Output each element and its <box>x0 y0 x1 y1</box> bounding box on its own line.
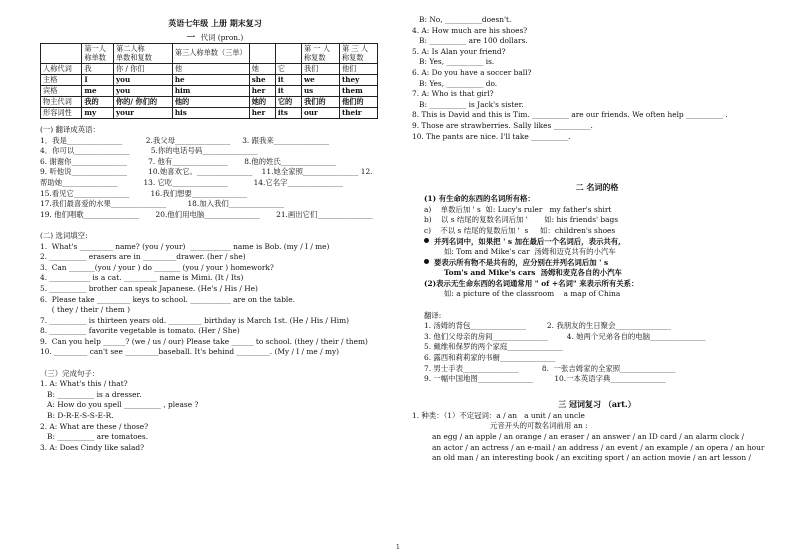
exercise-line: 4．你可以_______________ 5.你的电话号码_______________ <box>40 146 258 156</box>
exercise-line: 15.看见它_______________ 16.我们想要_______________ <box>40 188 248 198</box>
exercise-line: ( they / their / them ) <box>40 305 130 315</box>
pronoun-cell: my <box>82 108 114 119</box>
exercise-line: 10. The pants are nice. I'll take __________. <box>412 131 571 141</box>
exercise-line: 5. __________ brother can speak Japanese. (He's / His / He) <box>40 283 258 293</box>
noun-line <box>412 215 782 226</box>
exercise-line: 2. __________ erasers are in _________drawer. (her / she) <box>40 252 246 262</box>
exercise-line: (一) 翻译成英语： <box>40 125 100 134</box>
exercise-line: B: __________ is Jack's sister. <box>412 99 524 109</box>
article-section <box>412 411 782 464</box>
pronoun-table-row <box>41 75 378 86</box>
pronoun-cell: 她的 <box>249 97 275 108</box>
pronoun-table-row <box>41 86 378 97</box>
pronoun-cell: 它 <box>275 64 301 75</box>
pronoun-cell: 我们 <box>301 64 339 75</box>
pronoun-cell: he <box>172 75 249 86</box>
noun-line <box>412 332 782 343</box>
pronoun-cell: it <box>275 86 301 97</box>
noun-line-text: (2)表示无生命东西的名词通常用 " of +名词" 来表示所有关系： <box>424 278 639 288</box>
pronoun-cell: we <box>301 75 339 86</box>
exercise-line: 19. 他们唱歌_______________ 20.他们用电脑_______________ 21.画出它们_______________ <box>40 209 373 219</box>
article-line <box>412 432 782 443</box>
right-column <box>412 0 782 464</box>
pronoun-table-row <box>41 108 378 119</box>
left-column <box>40 0 390 453</box>
noun-line <box>412 226 782 237</box>
noun-line <box>412 364 782 375</box>
exercise-line: 7. __________ is thirteen years old. _________ birthday is March 1st. (He / His / Him) <box>40 315 349 325</box>
noun-line-text: 3. 他们父母亲的房间_______________ 4. 她两个兄弟各自的电脑_______________ <box>424 331 706 341</box>
exercise-line: 6. Please take _________ keys to school. ___________ are on the table. <box>40 294 296 304</box>
noun-line-text: 要表示所有物不是共有的，应分别在并列名词后加 ' s <box>434 257 609 267</box>
noun-line-text: Tom's and Mike's cars 汤姆和麦克各自的小汽车 <box>444 268 622 278</box>
bullet-icon <box>424 238 429 243</box>
pronoun-cell: 他的 <box>172 97 249 108</box>
noun-line-text: 9. 一幅中国地图_______________ 10.一本英语字典_______________ <box>424 374 666 384</box>
exercise-line <box>40 358 390 369</box>
exercise-line: 6. A: Do you have a soccer ball? <box>412 67 532 77</box>
pronoun-header-cell <box>249 44 275 64</box>
pronoun-header-cell <box>301 44 339 64</box>
noun-line-text: 翻译: <box>424 310 442 320</box>
pronoun-cell: it <box>275 75 301 86</box>
article-line-text: 元音开头的可数名词前用 an : <box>490 421 588 431</box>
exercise-line: B: __________ is a dresser. <box>40 389 142 399</box>
pronoun-cell: 他 <box>172 64 249 75</box>
noun-line <box>412 289 782 300</box>
pronoun-header-line: 称复数 <box>341 52 364 62</box>
exercise-line: 3. Can _______(you / your ) do _______ (you / your ) homework? <box>40 262 274 272</box>
pronoun-cell: our <box>301 108 339 119</box>
article-line <box>412 453 782 464</box>
noun-line-text: 如: a picture of the classroom a map of China <box>444 289 621 299</box>
exercise-line: 6. 谢谢你_______________ 7. 他有_______________ 8.他的姓氏_______________ <box>40 156 337 166</box>
noun-line <box>412 321 782 332</box>
pronoun-cell: 她 <box>249 64 275 75</box>
exercise-line: 7. A: Who is that girl? <box>412 89 494 99</box>
noun-line-text: 5. 戴维和保罗的两个家庭_______________ <box>424 342 563 352</box>
exercise-line: B: No, __________doesn't. <box>412 15 512 24</box>
pronoun-table-row <box>41 97 378 108</box>
noun-line-text: 并列名词中，如果把 ' s 加在最后一个名词后，表示共有, <box>434 236 621 246</box>
pronoun-cell: us <box>301 86 339 97</box>
exercise-line: 5. A: Is Alan your friend? <box>412 46 506 56</box>
exercise-line: B: Yes, __________ do. <box>412 78 498 88</box>
exercise-line: 9. Those are strawberries. Sally likes __________. <box>412 120 593 130</box>
pronoun-cell: 宾格 <box>41 86 82 97</box>
pronoun-header-line: 单数和复数 <box>115 52 152 62</box>
pronoun-cell: she <box>249 75 275 86</box>
noun-line <box>412 247 782 258</box>
pronoun-cell: 他们的 <box>339 97 377 108</box>
pronoun-header-cell <box>172 44 249 64</box>
noun-line-text: a) 单数后加 ' s 如: Lucy's ruler my father's shirt <box>424 204 612 214</box>
page-title: 英语七年级 上册 期末复习 <box>168 18 262 28</box>
noun-line <box>412 300 782 311</box>
pronoun-cell: you <box>113 75 172 86</box>
article-line-text: an actor / an actress / an e-mail / an address / an event / an example / an opera / an hour <box>432 442 765 452</box>
pronoun-cell: their <box>339 108 377 119</box>
pronoun-cell: 它的 <box>275 97 301 108</box>
exercise-line: 2. A: What are these / those? <box>40 421 149 431</box>
pronoun-header-line: 第二人称 <box>115 44 145 53</box>
pronoun-cell: 人称代词 <box>41 64 82 75</box>
article-line-text: an old man / an interesting book / an exciting sport / an action movie / an art lesson / <box>432 453 751 463</box>
exercise-line: A: How do you spell __________ , please ? <box>40 400 199 410</box>
pronoun-cell: they <box>339 75 377 86</box>
noun-line <box>412 311 782 322</box>
pronoun-heading-num: 一 <box>186 33 196 43</box>
pronoun-heading <box>40 31 390 42</box>
noun-line-text: c) 不以 s 结尾的复数后加 ' s 如：children's shoes <box>424 225 616 235</box>
exercise-line: 4. A: How much are his shoes? <box>412 25 528 35</box>
noun-line-text: 7. 男士手表_______________ 8. 一张吉姆家的全家照_______________ <box>424 363 676 373</box>
exercise-line: 1. A: What's this / that? <box>40 379 128 389</box>
exercise-line: 8. __________ favorite vegetable is tomato. (Her / She) <box>40 326 240 336</box>
pronoun-cell: her <box>249 108 275 119</box>
pronoun-table <box>40 43 378 119</box>
pronoun-cell: your <box>113 108 172 119</box>
pronoun-cell: you <box>113 86 172 97</box>
exercise-line: B: Yes, __________ is. <box>412 57 495 67</box>
pronoun-header-cell <box>113 44 172 64</box>
noun-line <box>412 342 782 353</box>
pronoun-cell: 我的 <box>82 97 114 108</box>
pronoun-table-row <box>41 64 378 75</box>
noun-line <box>412 205 782 216</box>
pronoun-cell: 你 / 你们 <box>113 64 172 75</box>
exercise-line: 9. 听他说_______________ 10.她喜欢它。_______________ 11.她全家照_______________ 12. <box>40 167 373 177</box>
exercise-line: 17.我们最喜爱的水果_______________ 18.加入我们_______________ <box>40 199 285 209</box>
exercise-line: 帮助她_______________ 13. 它吃_______________ 14.它名字_______________ <box>40 177 343 187</box>
pronoun-header-line: 第三人称单数（三单） <box>174 48 247 58</box>
exercise-line: B: __________ are tomatoes. <box>40 432 149 442</box>
noun-line-text: 如: Tom and Mike's car 汤姆和迈克共有的小汽车 <box>444 247 616 257</box>
pronoun-heading-label: 代词 (pron.) <box>200 33 244 42</box>
article-line <box>412 421 782 432</box>
pronoun-table-header <box>41 44 378 64</box>
pronoun-cell: him <box>172 86 249 97</box>
pronoun-cell: 主格 <box>41 75 82 86</box>
exercise-line: B: D-R-E-S-S-E-R. <box>40 411 114 421</box>
pronoun-header-cell <box>275 44 301 64</box>
right-exercises <box>412 15 782 142</box>
noun-line-text: b) 以 s 结尾的复数名词后加 ' 如: his friends' bags <box>424 215 619 225</box>
noun-heading: 二 名词的格 <box>575 182 619 193</box>
left-exercises <box>40 125 390 453</box>
article-line <box>412 443 782 454</box>
pronoun-cell: 形容词性 <box>41 108 82 119</box>
exercise-line: （三）完成句子： <box>40 368 100 378</box>
pronoun-cell: me <box>82 86 114 97</box>
pronoun-header-line: 第 一 人 <box>303 44 331 53</box>
exercise-line: (二) 选词填空: <box>40 230 88 240</box>
noun-line <box>412 374 782 385</box>
exercise-line: 1．我是_______________ 2.我父母_______________ 3. 跟我来_______________ <box>40 135 330 145</box>
pronoun-header-line: 称复数 <box>303 52 326 62</box>
page-number: 1 <box>396 544 400 551</box>
noun-line <box>412 237 782 248</box>
pronoun-cell: 我们的 <box>301 97 339 108</box>
noun-line <box>412 194 782 205</box>
pronoun-header-line: 称单数 <box>84 52 106 62</box>
pronoun-cell: 物主代词 <box>41 97 82 108</box>
pronoun-header-line: 第一人 <box>84 44 106 53</box>
noun-line <box>412 268 782 279</box>
bullet-icon <box>424 259 429 264</box>
article-heading: 三 冠词复习 （art.） <box>558 398 636 409</box>
exercise-line: 9. Can you help ______? (we / us / our) Please take ______ to school. (they / their / them) <box>40 336 368 346</box>
pronoun-header-cell <box>339 44 377 64</box>
noun-line-text: 1. 汤姆的背包_______________ 2. 我朋友的生日聚会_______________ <box>424 321 671 331</box>
exercise-line <box>40 220 390 231</box>
noun-line-text: (1) 有生命的东西的名词所有格： <box>424 194 535 204</box>
noun-section <box>412 194 782 385</box>
pronoun-cell: his <box>172 108 249 119</box>
exercise-line: 8. This is David and this is Tim. __________ are our friends. We often help __________ . <box>412 110 728 120</box>
pronoun-cell: I <box>82 75 114 86</box>
pronoun-header-line: 第 三 人 <box>341 44 369 53</box>
pronoun-header-cell <box>82 44 114 64</box>
exercise-line: B: __________ are 100 dollars. <box>412 36 528 46</box>
exercise-line: 10. _________ can't see _________baseball. It's behind _________. (My / I / me / my) <box>40 347 340 357</box>
article-line <box>412 411 782 422</box>
article-line-text: 1. 种类：（1）不定冠词：a / an a unit / an uncle <box>412 410 585 420</box>
pronoun-cell: its <box>275 108 301 119</box>
noun-line <box>412 353 782 364</box>
pronoun-cell: 你的/ 你们的 <box>113 97 172 108</box>
pronoun-cell: 他们 <box>339 64 377 75</box>
noun-line <box>412 258 782 269</box>
exercise-line: 1. What's _________ name? (you / your) ___________ name is Bob. (my / I / me) <box>40 241 330 251</box>
pronoun-header-cell <box>41 44 82 64</box>
exercise-line: 3. A: Does Cindy like salad? <box>40 442 145 452</box>
article-line-text: an egg / an apple / an orange / an eraser / an answer / an ID card / an alarm clock / <box>432 432 745 441</box>
exercise-line: 4. ___________ is a cat. _________ name is Mimi. (It / Its) <box>40 273 244 283</box>
pronoun-cell: 我 <box>82 64 114 75</box>
noun-line <box>412 279 782 290</box>
pronoun-cell: them <box>339 86 377 97</box>
noun-line-text: 6. 露西和莉莉家的书橱_______________ <box>424 353 556 363</box>
pronoun-cell: her <box>249 86 275 97</box>
